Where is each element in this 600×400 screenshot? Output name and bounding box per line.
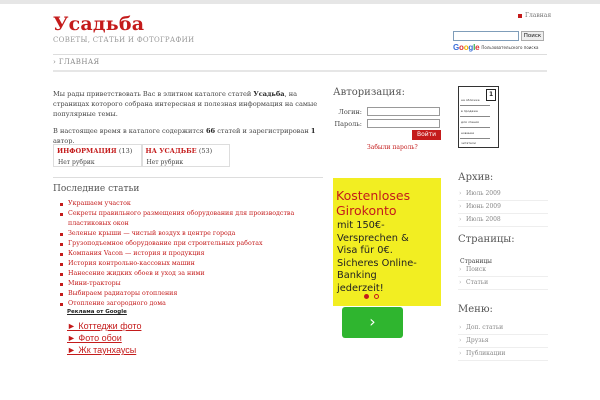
ad-pager[interactable] [364,294,379,299]
list-item[interactable]: Зеленые крыши — чистый воздух в центре города [60,229,330,239]
pager-dot-active[interactable] [364,294,369,299]
ad-links [67,320,141,356]
category-link[interactable]: ИНФОРМАЦИЯ (13) [57,147,133,155]
divider [53,70,547,72]
list-item[interactable]: Мини-тракторы [60,279,330,289]
google-logo: Google [453,43,480,52]
page-item[interactable]: › Статьи [458,277,548,290]
site-subtitle: СОВЕТЫ, СТАТЬИ И ФОТОГРАФИИ [53,36,195,44]
nav-home[interactable]: › ГЛАВНАЯ [53,58,100,66]
pager-dot[interactable] [374,294,379,299]
list-item[interactable]: Отопление загородного дома [60,299,330,309]
pages-title: Страницы: [458,234,515,245]
ad-link[interactable]: ► Фото обои [67,333,122,343]
forgot-password-link[interactable]: Забыли пароль? [367,144,418,151]
page-item[interactable]: › Поиск [458,264,548,277]
ad-banner[interactable] [333,178,441,400]
archive-item[interactable]: › Июнь 2009 [458,201,548,214]
list-item[interactable]: Компания Vacon — история и продукция [60,249,330,259]
pages-list [458,264,548,290]
top-border [0,0,600,4]
category-on-estate [142,144,231,167]
google-caption: Пользовательского поиска [481,45,539,50]
google-custom-search [453,43,547,52]
search-input[interactable] [453,31,519,41]
list-item[interactable]: Украшаем участок [60,199,330,209]
menu-list [458,322,548,361]
divider [53,177,323,178]
categories [53,144,230,167]
ad-link[interactable]: ► Жк таунхаусы [67,345,137,355]
password-input[interactable] [367,119,440,128]
ad-link[interactable]: ► Коттеджи фото [67,321,142,331]
category-subtext: Нет рубрик [146,159,184,166]
login-row [333,107,440,116]
menu-item[interactable]: › Друзья [458,335,548,348]
password-row [333,119,440,128]
ad-headline: Kostenloses Girokonto [336,188,411,218]
archive-item[interactable]: › Июль 2008 [458,214,548,227]
menu-title: Меню: [458,304,493,315]
pages-subtitle: Страницы [460,258,492,265]
intro-paragraph-1: Мы рады приветствовать Вас в элитном каталоге статей Усадьба, на страницах которого собрана интересная и полезная информация на самые популярные темы. [53,90,318,118]
intro-paragraph-2: В настоящее время в каталоге содержится 66 статей и зарегистрирован 1 автор. [53,127,316,145]
ads-by-google[interactable]: Реклама от Google [67,309,127,315]
search-box [453,31,547,52]
list-item[interactable]: Секреты правильного размещения оборудования для производства пластиковых окон [60,209,330,229]
home-bullet-icon [518,14,522,18]
divider [53,54,547,55]
list-item[interactable]: Грузоподъемное оборудование при строительных работах [60,239,330,249]
sidebar-image-box[interactable]: на обложке в продаже для чтения новинки читатели 1 [458,86,499,148]
list-item[interactable]: История контрольно-кассовых машин [60,259,330,269]
home-link-top[interactable] [518,12,551,19]
archive-title: Архив: [458,172,494,183]
menu-item[interactable]: › Публикации [458,348,548,361]
list-item[interactable]: Выбираем радиаторы отопления [60,289,330,299]
category-link[interactable]: НА УСАДЬБЕ (53) [145,147,213,155]
search-button[interactable]: Поиск [521,31,544,41]
ad-body: mit 150€- Versprechen & Visa für 0€. Sicheres Online- Banking jederzeit! [337,220,417,294]
login-input[interactable] [367,107,440,116]
archive-list [458,188,548,227]
home-link-label: Главная [525,12,552,19]
box-badge-icon: 1 [486,89,496,101]
site-title[interactable]: Усадьба [53,13,145,35]
menu-item[interactable]: › Доп. статьи [458,322,548,335]
list-item[interactable]: Нанесение жидких обоев и уход за ними [60,269,330,279]
ad-next-arrow-icon[interactable]: › [342,307,403,338]
auth-title: Авторизация: [333,87,406,98]
login-label: Логин: [338,107,362,116]
login-button[interactable]: Войти [412,130,441,140]
recent-articles-list [60,199,330,309]
archive-item[interactable]: › Июль 2009 [458,188,548,201]
recent-articles-title: Последние статьи [53,184,140,194]
category-subtext: Нет рубрик [58,159,95,166]
password-label: Пароль: [334,119,362,128]
category-information [53,144,142,167]
